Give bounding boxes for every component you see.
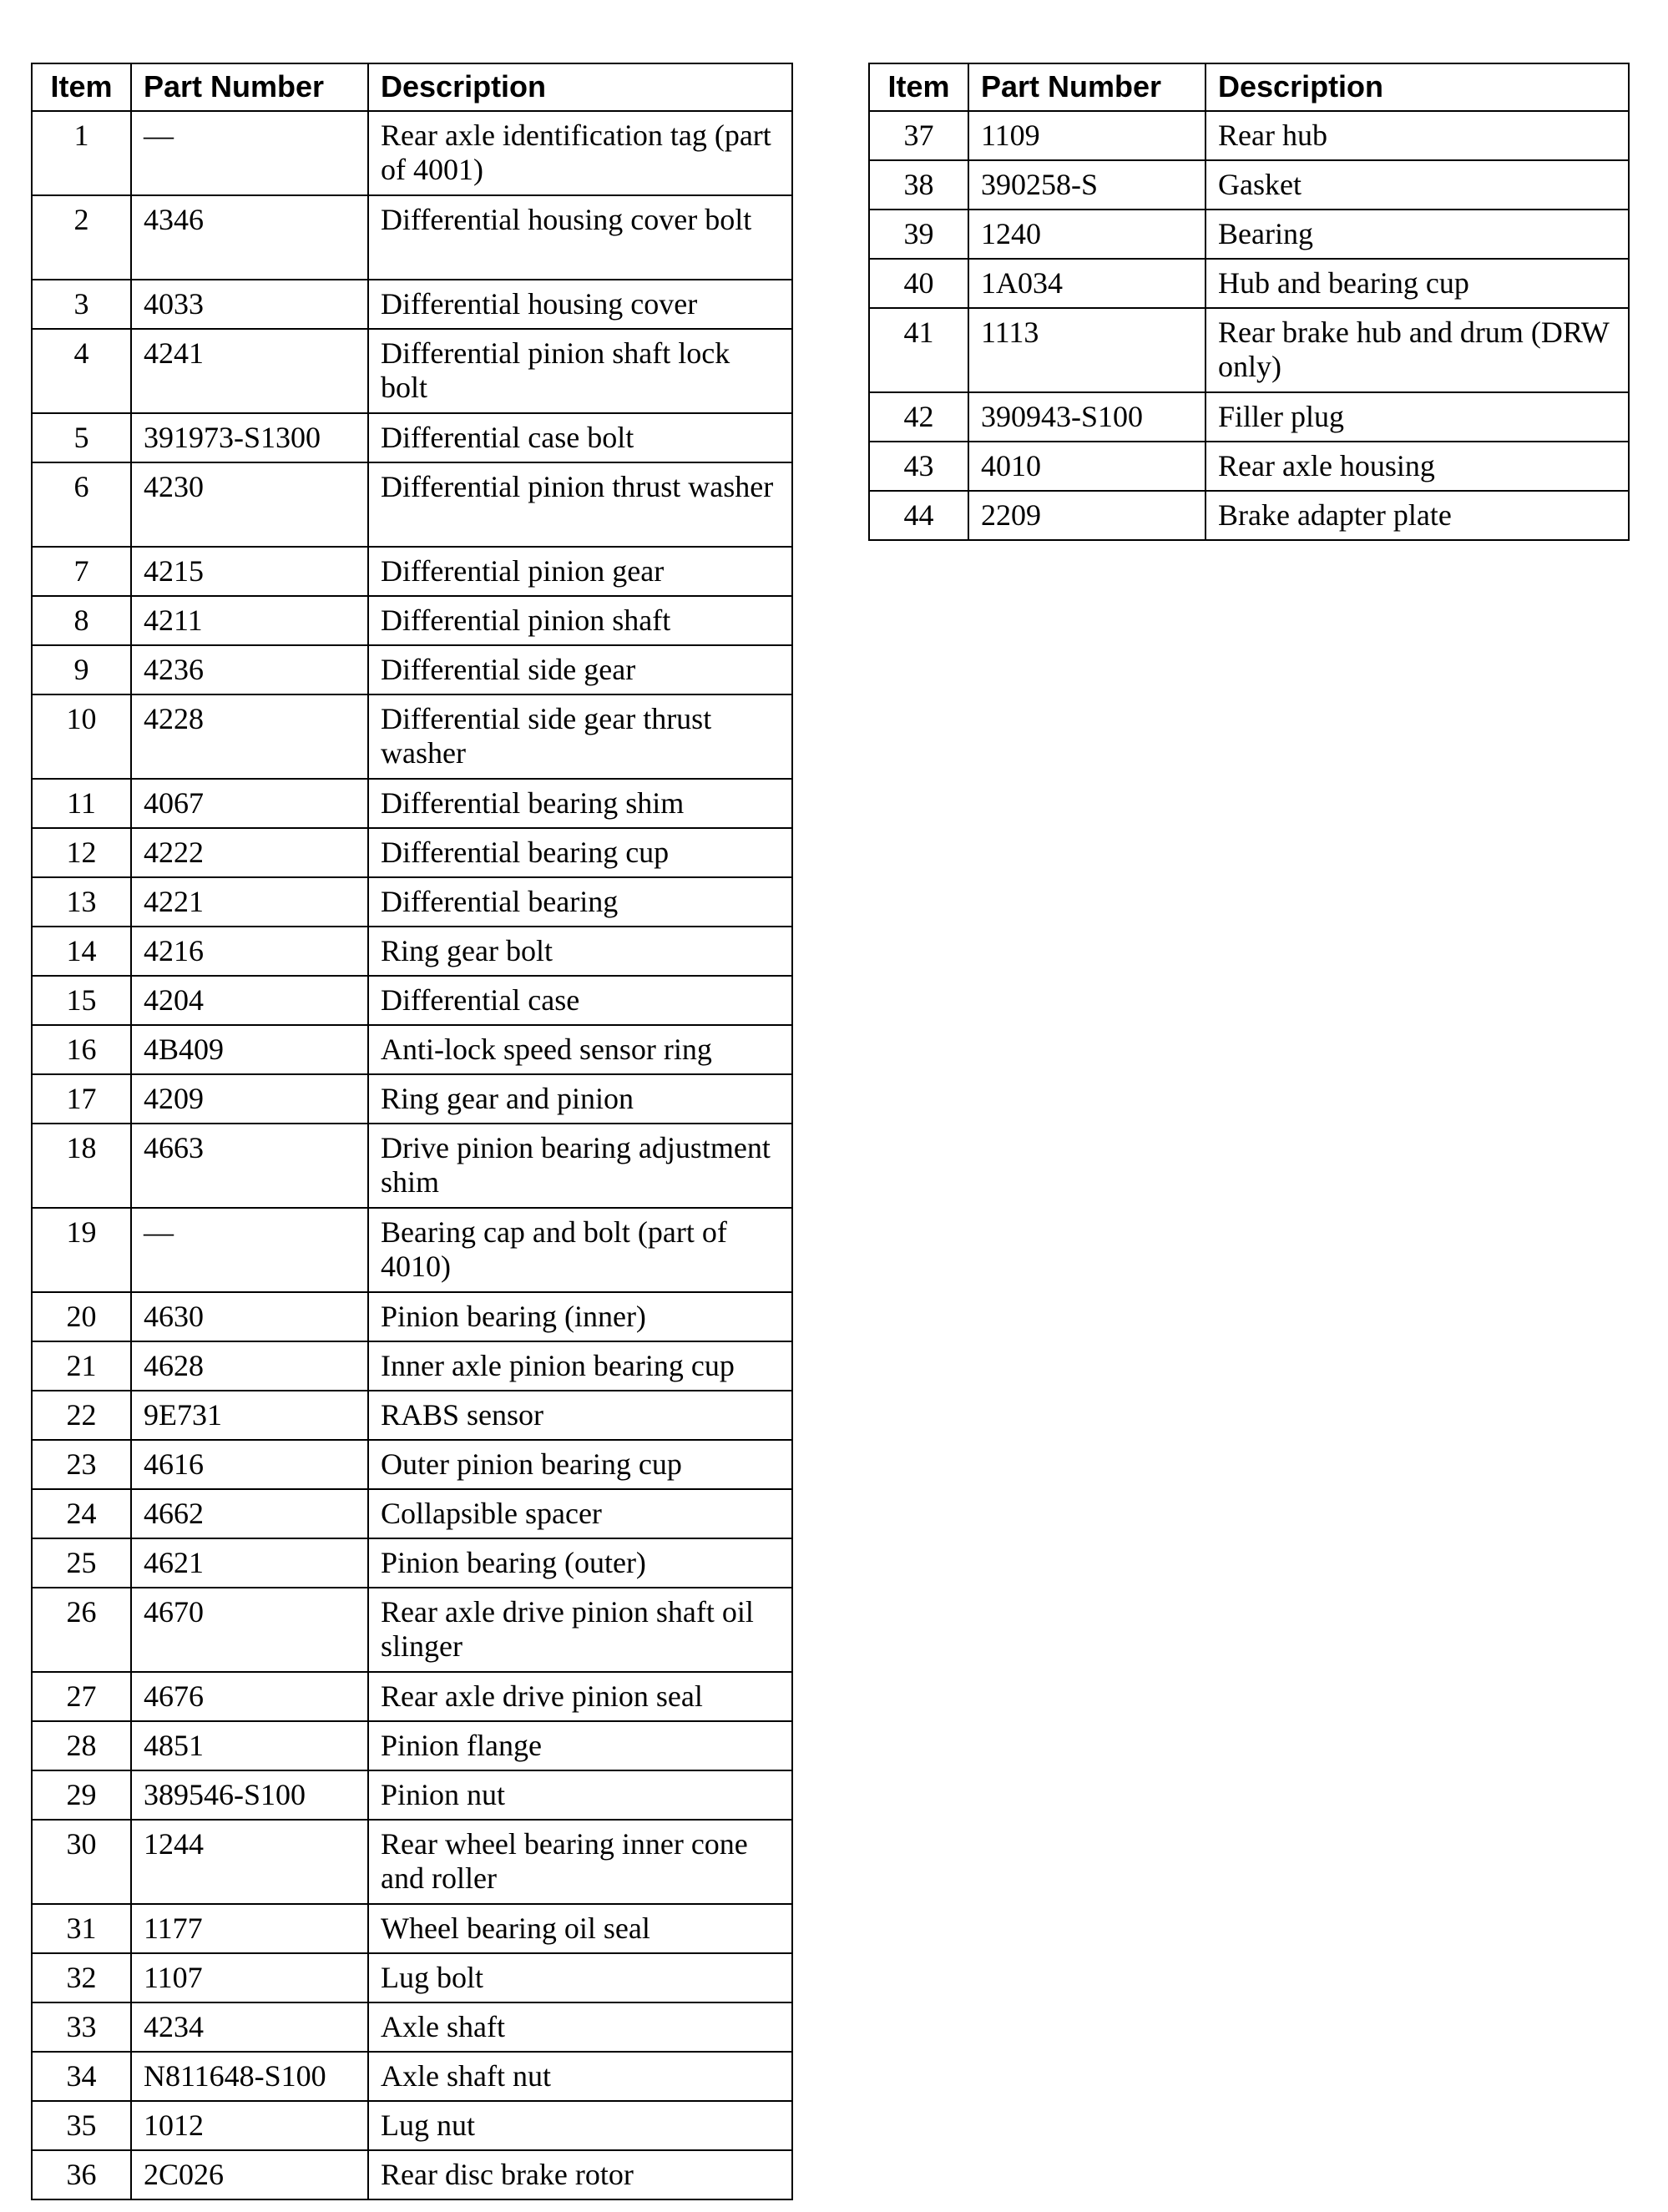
header-part-number: Part Number (131, 63, 368, 111)
table-row (869, 308, 1629, 392)
table-row (32, 547, 792, 596)
cell-item: 40 (869, 259, 968, 308)
table-row (32, 462, 792, 547)
table-row (32, 1820, 792, 1904)
cell-description: Pinion nut (368, 1770, 792, 1820)
cell-item: 6 (32, 462, 131, 547)
cell-part-number: 4215 (131, 547, 368, 596)
cell-item: 33 (32, 2002, 131, 2052)
cell-description: Rear axle drive pinion shaft oil slinger (368, 1588, 792, 1672)
cell-item: 32 (32, 1953, 131, 2002)
cell-description: Differential case (368, 976, 792, 1025)
cell-part-number: 4241 (131, 329, 368, 413)
cell-description: Rear hub (1206, 111, 1629, 160)
header-part-number: Part Number (968, 63, 1206, 111)
cell-description: Collapsible spacer (368, 1489, 792, 1538)
cell-part-number: 4676 (131, 1672, 368, 1721)
cell-description: Differential bearing (368, 877, 792, 927)
cell-item: 37 (869, 111, 968, 160)
cell-description: Pinion flange (368, 1721, 792, 1770)
cell-item: 10 (32, 694, 131, 779)
table-row (32, 1341, 792, 1391)
cell-part-number: N811648-S100 (131, 2052, 368, 2101)
cell-description: Anti-lock speed sensor ring (368, 1025, 792, 1074)
table-row (869, 491, 1629, 540)
cell-item: 23 (32, 1440, 131, 1489)
table-row (32, 1124, 792, 1208)
cell-part-number: 4010 (968, 442, 1206, 491)
table-row (32, 1025, 792, 1074)
cell-item: 25 (32, 1538, 131, 1588)
table-row (32, 828, 792, 877)
table-row (869, 111, 1629, 160)
table-row (32, 877, 792, 927)
table-row (32, 1538, 792, 1588)
table-row (32, 1953, 792, 2002)
cell-part-number: — (131, 111, 368, 195)
cell-description: Brake adapter plate (1206, 491, 1629, 540)
cell-part-number: 4067 (131, 779, 368, 828)
cell-part-number: 4630 (131, 1292, 368, 1341)
table-row (32, 2150, 792, 2199)
table-row (32, 111, 792, 195)
table-row (32, 694, 792, 779)
cell-description: Filler plug (1206, 392, 1629, 442)
cell-part-number: 4216 (131, 927, 368, 976)
cell-part-number: 4222 (131, 828, 368, 877)
cell-part-number: 4234 (131, 2002, 368, 2052)
cell-description: Rear wheel bearing inner cone and roller (368, 1820, 792, 1904)
cell-description: Ring gear and pinion (368, 1074, 792, 1124)
cell-part-number: 4204 (131, 976, 368, 1025)
cell-description: Drive pinion bearing adjustment shim (368, 1124, 792, 1208)
cell-item: 19 (32, 1208, 131, 1292)
cell-description: Hub and bearing cup (1206, 259, 1629, 308)
cell-description: Rear axle housing (1206, 442, 1629, 491)
table-row (32, 1074, 792, 1124)
cell-item: 3 (32, 280, 131, 329)
cell-part-number: 4211 (131, 596, 368, 645)
header-item: Item (32, 63, 131, 111)
cell-item: 38 (869, 160, 968, 210)
cell-description: Ring gear bolt (368, 927, 792, 976)
cell-part-number: 1177 (131, 1904, 368, 1953)
table-row (869, 259, 1629, 308)
cell-item: 30 (32, 1820, 131, 1904)
table-row (32, 1588, 792, 1672)
cell-item: 1 (32, 111, 131, 195)
cell-item: 41 (869, 308, 968, 392)
cell-part-number: 4033 (131, 280, 368, 329)
cell-part-number: 1244 (131, 1820, 368, 1904)
cell-description: Rear axle identification tag (part of 4001) (368, 111, 792, 195)
table-row (32, 1292, 792, 1341)
cell-description: Differential pinion shaft lock bolt (368, 329, 792, 413)
table-row (32, 1770, 792, 1820)
cell-item: 18 (32, 1124, 131, 1208)
cell-description: Differential pinion gear (368, 547, 792, 596)
header-item: Item (869, 63, 968, 111)
table-row (869, 210, 1629, 259)
cell-description: Rear brake hub and drum (DRW only) (1206, 308, 1629, 392)
cell-item: 42 (869, 392, 968, 442)
cell-part-number: 2C026 (131, 2150, 368, 2199)
cell-part-number: 4663 (131, 1124, 368, 1208)
cell-part-number: 4670 (131, 1588, 368, 1672)
cell-description: Rear axle drive pinion seal (368, 1672, 792, 1721)
cell-part-number: 4221 (131, 877, 368, 927)
table-row (32, 976, 792, 1025)
cell-item: 39 (869, 210, 968, 259)
table-row (869, 392, 1629, 442)
cell-item: 22 (32, 1391, 131, 1440)
table-row (32, 2101, 792, 2150)
cell-part-number: 1240 (968, 210, 1206, 259)
cell-item: 31 (32, 1904, 131, 1953)
table-row (32, 1489, 792, 1538)
cell-part-number: 4230 (131, 462, 368, 547)
cell-item: 36 (32, 2150, 131, 2199)
cell-item: 15 (32, 976, 131, 1025)
cell-description: Lug nut (368, 2101, 792, 2150)
cell-description: Differential side gear thrust washer (368, 694, 792, 779)
table-row (32, 1672, 792, 1721)
table-row (32, 329, 792, 413)
cell-part-number: 4209 (131, 1074, 368, 1124)
parts-table-right (868, 63, 1630, 541)
cell-description: Pinion bearing (inner) (368, 1292, 792, 1341)
cell-part-number: 1A034 (968, 259, 1206, 308)
cell-item: 34 (32, 2052, 131, 2101)
cell-part-number: 1107 (131, 1953, 368, 2002)
table-header-row (869, 63, 1629, 111)
cell-description: RABS sensor (368, 1391, 792, 1440)
cell-description: Bearing (1206, 210, 1629, 259)
table-row (869, 160, 1629, 210)
table-row (32, 1904, 792, 1953)
table-row (32, 1391, 792, 1440)
table-row (32, 280, 792, 329)
cell-description: Differential pinion shaft (368, 596, 792, 645)
table-row (32, 2002, 792, 2052)
cell-part-number: — (131, 1208, 368, 1292)
table-row (32, 413, 792, 462)
cell-item: 8 (32, 596, 131, 645)
cell-item: 14 (32, 927, 131, 976)
cell-description: Rear disc brake rotor (368, 2150, 792, 2199)
cell-description: Differential bearing shim (368, 779, 792, 828)
parts-table-right-body (869, 111, 1629, 540)
header-description: Description (368, 63, 792, 111)
table-row (869, 442, 1629, 491)
table-row (32, 1721, 792, 1770)
cell-item: 27 (32, 1672, 131, 1721)
cell-item: 21 (32, 1341, 131, 1391)
cell-description: Axle shaft nut (368, 2052, 792, 2101)
table-row (32, 927, 792, 976)
cell-item: 11 (32, 779, 131, 828)
cell-part-number: 4346 (131, 195, 368, 280)
cell-description: Differential side gear (368, 645, 792, 694)
cell-item: 20 (32, 1292, 131, 1341)
cell-item: 12 (32, 828, 131, 877)
cell-item: 43 (869, 442, 968, 491)
cell-description: Gasket (1206, 160, 1629, 210)
cell-item: 24 (32, 1489, 131, 1538)
table-row (32, 596, 792, 645)
cell-part-number: 390258-S (968, 160, 1206, 210)
cell-part-number: 1109 (968, 111, 1206, 160)
cell-description: Differential bearing cup (368, 828, 792, 877)
cell-description: Pinion bearing (outer) (368, 1538, 792, 1588)
table-row (32, 2052, 792, 2101)
cell-description: Differential housing cover (368, 280, 792, 329)
cell-part-number: 1113 (968, 308, 1206, 392)
cell-part-number: 391973-S1300 (131, 413, 368, 462)
cell-part-number: 4228 (131, 694, 368, 779)
cell-part-number: 390943-S100 (968, 392, 1206, 442)
cell-description: Outer pinion bearing cup (368, 1440, 792, 1489)
cell-item: 29 (32, 1770, 131, 1820)
cell-item: 16 (32, 1025, 131, 1074)
cell-description: Bearing cap and bolt (part of 4010) (368, 1208, 792, 1292)
cell-description: Differential case bolt (368, 413, 792, 462)
cell-part-number: 9E731 (131, 1391, 368, 1440)
cell-description: Differential housing cover bolt (368, 195, 792, 280)
cell-part-number: 4851 (131, 1721, 368, 1770)
table-row (32, 195, 792, 280)
cell-description: Axle shaft (368, 2002, 792, 2052)
cell-description: Wheel bearing oil seal (368, 1904, 792, 1953)
cell-item: 13 (32, 877, 131, 927)
cell-item: 35 (32, 2101, 131, 2150)
cell-item: 9 (32, 645, 131, 694)
cell-item: 2 (32, 195, 131, 280)
table-row (32, 1208, 792, 1292)
table-row (32, 779, 792, 828)
cell-item: 17 (32, 1074, 131, 1124)
table-row (32, 645, 792, 694)
table-row (32, 1440, 792, 1489)
cell-description: Inner axle pinion bearing cup (368, 1341, 792, 1391)
cell-item: 5 (32, 413, 131, 462)
cell-part-number: 4236 (131, 645, 368, 694)
cell-description: Lug bolt (368, 1953, 792, 2002)
header-description: Description (1206, 63, 1629, 111)
cell-part-number: 4B409 (131, 1025, 368, 1074)
cell-item: 7 (32, 547, 131, 596)
cell-item: 28 (32, 1721, 131, 1770)
cell-item: 44 (869, 491, 968, 540)
cell-item: 26 (32, 1588, 131, 1672)
cell-part-number: 389546-S100 (131, 1770, 368, 1820)
cell-part-number: 4621 (131, 1538, 368, 1588)
cell-part-number: 4616 (131, 1440, 368, 1489)
cell-part-number: 4628 (131, 1341, 368, 1391)
cell-part-number: 2209 (968, 491, 1206, 540)
parts-table-left (31, 63, 793, 2200)
cell-part-number: 1012 (131, 2101, 368, 2150)
cell-description: Differential pinion thrust washer (368, 462, 792, 547)
cell-part-number: 4662 (131, 1489, 368, 1538)
parts-table-left-body (32, 111, 792, 2199)
cell-item: 4 (32, 329, 131, 413)
table-header-row (32, 63, 792, 111)
